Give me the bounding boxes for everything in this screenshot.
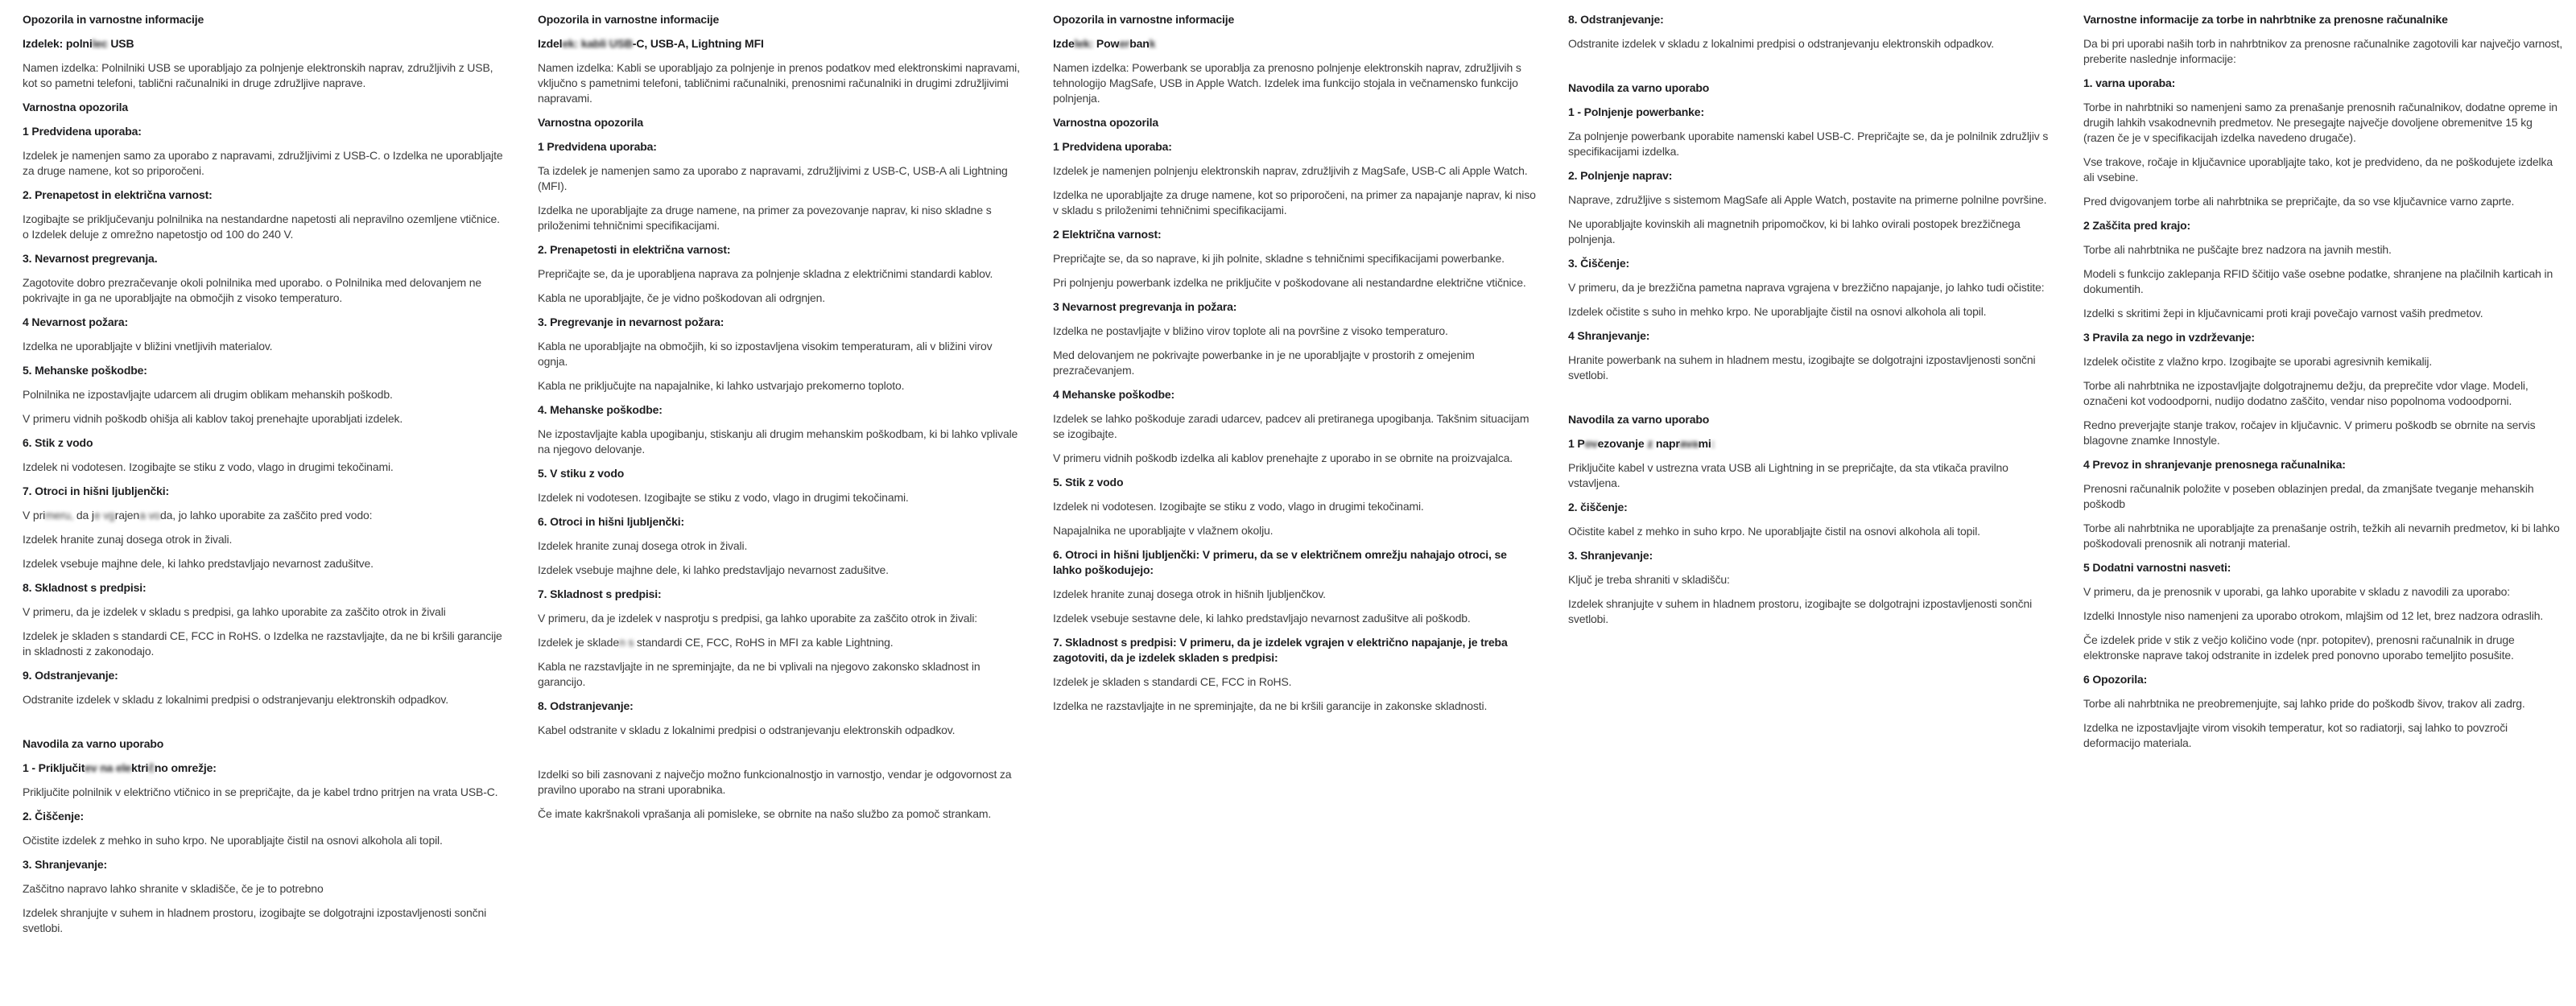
section-heading: 7. Skladnost s predpisi: V primeru, da je izdelek vgrajen v električno napajanje, je treba zagotoviti, da je izdelek skladen s predpisi: <box>1053 636 1508 664</box>
paragraph: Med delovanjem ne pokrivajte powerbanke in je ne uporabljajte v prostorih z omejenim prezračevanjem. <box>1053 348 1475 377</box>
paragraph: Za polnjenje powerbank uporabite namenski kabel USB-C. Prepričajte se, da je polnilnik združljiv s specifikacijami izdelka. <box>1568 130 2049 158</box>
paragraph: Izdelek vsebuje majhne dele, ki lahko predstavljajo nevarnost zadušitve. <box>538 563 889 576</box>
section-heading: 1 Predvidena uporaba: <box>538 140 657 153</box>
column-usb-charger-warnings <box>23 12 506 945</box>
paragraph: Izdelek ni vodotesen. Izogibajte se stiku z vodo, vlago in drugimi tekočinami. <box>23 460 394 473</box>
section-heading: 1 - Polnjenje powerbanke: <box>1568 105 1704 118</box>
paragraph: Izdelki s skritimi žepi in ključavnicami proti kraji povečajo varnost vaših predmetov. <box>2083 307 2483 320</box>
redacted-text: lek: <box>1074 37 1094 50</box>
paragraph: Izdelek očistite s suho in mehko krpo. Ne uporabljajte čistil na osnovi alkohola ali topil. <box>1568 305 1987 318</box>
section-heading: 3. Pregrevanje in nevarnost požara: <box>538 315 724 328</box>
section-heading: 6. Otroci in hišni ljubljenčki: <box>538 515 685 528</box>
section-heading: 3. Shranjevanje: <box>23 858 107 871</box>
section-heading: 5. Mehanske poškodbe: <box>23 364 147 377</box>
section-heading <box>1053 36 1536 52</box>
paragraph: Torbe ali nahrbtnika ne puščajte brez nadzora na javnih mestih. <box>2083 243 2392 256</box>
paragraph: Prepričajte se, da je uporabljena naprava za polnjenje skladna z električnimi standardi kablov. <box>538 267 993 280</box>
doc-title: Varnostne informacije za torbe in nahrbtnike za prenosne računalnike <box>2083 13 2448 26</box>
text-segment: Pow <box>1093 37 1120 50</box>
section-heading: 2. Polnjenje naprav: <box>1568 169 1673 182</box>
section-heading: 2 Zaščita pred krajo: <box>2083 219 2191 232</box>
text-segment: mi <box>1698 437 1711 450</box>
paragraph: Hranite powerbank na suhem in hladnem mestu, izogibajte se dolgotrajni izpostavljenosti sončni svetlobi. <box>1568 353 2036 381</box>
paragraph: Da bi pri uporabi naših torb in nahrbtnikov za prenosne računalnike zagotovili kar največjo varnost, preberite naslednje informacije: <box>2083 37 2563 65</box>
text-segment: da, jo lahko uporabite za zaščito pred vodo: <box>159 509 373 522</box>
text-segment: Izde <box>1053 37 1075 50</box>
text-segment: standardi CE, FCC, RoHS in MFI za kable Lightning. <box>634 636 894 649</box>
paragraph: Ne uporabljajte kovinskih ali magnetnih pripomočkov, ki bi lahko ovirali postopek brezžičnega polnjenja. <box>1568 217 2021 245</box>
section-heading: 4 Nevarnost požara: <box>23 315 128 328</box>
paragraph: Ključ je treba shraniti v skladišču: <box>1568 573 1730 586</box>
redacted-text: ek: kabli USB <box>562 37 633 50</box>
doc-title: Opozorila in varnostne informacije <box>23 13 204 26</box>
paragraph: Izdelek je namenjen polnjenju elektronskih naprav, združljivih z MagSafe, USB-C ali Apple Watch. <box>1053 164 1528 177</box>
redacted-text: ov <box>1584 437 1598 450</box>
paragraph: Kabla ne razstavljajte in ne spreminjajte, da ne bi vplivali na njegovo zakonsko skladnost in garancijo. <box>538 660 980 688</box>
text-segment: Izdelek: polni <box>23 37 93 50</box>
doc-title: Opozorila in varnostne informacije <box>538 13 720 26</box>
section-heading: Navodila za varno uporabo <box>23 737 164 750</box>
paragraph: Odstranite izdelek v skladu z lokalnimi predpisi o odstranjevanju elektronskih odpadkov. <box>23 693 448 706</box>
section-heading: 2 Električna varnost: <box>1053 228 1162 241</box>
text-segment: V pri <box>23 509 46 522</box>
paragraph: Izdelki Innostyle niso namenjeni za uporabo otrokom, mlajšim od 12 let, brez nadzora odraslih. <box>2083 609 2544 622</box>
paragraph: Izdelek ni vodotesen. Izogibajte se stiku z vodo, vlago in drugimi tekočinami. <box>538 491 909 504</box>
paragraph: Torbe in nahrbtniki so namenjeni samo za prenašanje prenosnih računalnikov, dodatne opreme in drugih lahkih vsakodnevnih predmetov. Ne presegajte največje dovoljene obremenitve 15 kg (razen če je v specifikacijah izdelka navedeno drugače). <box>2083 101 2557 144</box>
paragraph: Izdelek je namenjen samo za uporabo z napravami, združljivimi z USB-C. o Izdelka ne uporabljajte za druge namene, kot so priporočeni. <box>23 149 503 177</box>
redacted-text: ava <box>1679 437 1699 450</box>
text-segment: ktri <box>131 761 149 774</box>
paragraph: V primeru, da je prenosnik v uporabi, ga lahko uporabite v skladu z navodili za uporabo: <box>2083 585 2511 598</box>
paragraph: Pri polnjenju powerbank izdelka ne priključite v poškodovane ali nestandardne električne vtičnice. <box>1053 276 1526 289</box>
section-heading: 4 Prevoz in shranjevanje prenosnega računalnika: <box>2083 458 2346 471</box>
section-heading: 2. Čiščenje: <box>23 810 85 823</box>
section-heading: 6. Stik z vodo <box>23 436 93 449</box>
section-heading: 1. varna uporaba: <box>2083 76 2176 89</box>
paragraph: Redno preverjajte stanje trakov, ročajev in ključavnic. V primeru poškodb se obrnite na servis blagovne znamke Innostyle. <box>2083 418 2536 447</box>
section-heading: 3. Shranjevanje: <box>1568 549 1653 562</box>
section-heading: Varnostna opozorila <box>1053 116 1158 129</box>
section-heading: 7. Skladnost s predpisi: <box>538 588 662 600</box>
text-segment: Izdelek je sklade <box>538 636 619 649</box>
paragraph: Očistite kabel z mehko in suho krpo. Ne uporabljajte čistil na osnovi alkohola ali topil. <box>1568 525 1980 538</box>
paragraph: Izdelka ne uporabljajte za druge namene, kot so priporočeni, na primer za napajanje naprav, ki niso v skladu s priloženimi tehničnimi specifikacijami. <box>1053 188 1536 216</box>
redacted-text: e vg <box>93 509 115 522</box>
column-laptop-bags-safety <box>2083 12 2566 945</box>
section-heading: 4 Shranjevanje: <box>1568 329 1650 342</box>
paragraph <box>23 508 506 523</box>
text-segment: -C, USB-A, Lightning MFI <box>632 37 764 50</box>
paragraph: Izdelek se lahko poškoduje zaradi udarcev, padcev ali pretiranega upogibanja. Takšnim situacijam se izogibajte. <box>1053 412 1530 440</box>
section-heading: 3. Čiščenje: <box>1568 257 1630 270</box>
paragraph: V primeru, da je brezžična pametna naprava vgrajena v brezžično napajanje, jo lahko tudi očistite: <box>1568 281 2045 294</box>
column-cables-warnings <box>538 12 1021 945</box>
text-segment: da j <box>73 509 94 522</box>
section-heading: 5. V stiku z vodo <box>538 467 625 480</box>
paragraph: Izdelek shranjujte v suhem in hladnem prostoru, izogibajte se dolgotrajni izpostavljenosti sončni svetlobi. <box>1568 597 2033 625</box>
paragraph: Zaščitno napravo lahko shranite v skladišče, če je to potrebno <box>23 882 324 895</box>
paragraph: Izdelek je skladen s standardi CE, FCC in RoHS. o Izdelka ne razstavljajte, da ne bi kršili garancije in skladnosti z zakonodajo. <box>23 629 502 658</box>
redacted-text: k <box>1149 37 1156 50</box>
doc-title: Opozorila in varnostne informacije <box>1053 13 1235 26</box>
text-segment: USB <box>107 37 134 50</box>
section-heading: 2. Prenapetost in električna varnost: <box>23 188 213 201</box>
paragraph: Izdelek hranite zunaj dosega otrok in živali. <box>23 533 233 546</box>
section-heading <box>1568 436 2051 451</box>
paragraph: Očistite izdelek z mehko in suho krpo. Ne uporabljajte čistil na osnovi alkohola ali topil. <box>23 834 443 847</box>
paragraph: Priključite polnilnik v električno vtičnico in se prepričajte, da je kabel trdno pritrjen na vrata USB-C. <box>23 785 498 798</box>
section-heading: 6. Otroci in hišni ljubljenčki: V primeru, da se v električnem omrežju nahajajo otroci, se lahko poškodujejo: <box>1053 548 1507 576</box>
section-heading: Navodila za varno uporabo <box>1568 81 1710 94</box>
paragraph: Zagotovite dobro prezračevanje okoli polnilnika med uporabo. o Polnilnika med delovanjem ne pokrivajte in ga ne uporabljajte na območjih z visoko temperaturo. <box>23 276 482 304</box>
redacted-text: er <box>1119 37 1130 50</box>
section-heading: 6 Opozorila: <box>2083 673 2148 686</box>
paragraph: Napajalnika ne uporabljajte v vlažnem okolju. <box>1053 524 1274 537</box>
paragraph: Izdelka ne uporabljajte za druge namene, na primer za povezovanje naprav, ki niso skladne s priloženimi tehničnimi specifikacijami. <box>538 204 992 232</box>
paragraph: Izdelka ne uporabljajte v bližini vnetljivih materialov. <box>23 340 273 353</box>
section-heading: 3 Nevarnost pregrevanja in požara: <box>1053 300 1237 313</box>
text-segment: rajen <box>114 509 140 522</box>
paragraph: Izdelek hranite zunaj dosega otrok in živali. <box>538 539 748 552</box>
paragraph: Izdelki so bili zasnovani z največjo možno funkcionalnostjo in varnostjo, vendar je odgovornost za pravilno uporabo na strani uporabnika. <box>538 768 1012 796</box>
paragraph: Izogibajte se priključevanju polnilnika na nestandardne napetosti ali nepravilno ozemljene vtičnice. o Izdelek deluje z omrežno napetostjo od 100 do 240 V. <box>23 212 500 241</box>
redacted-text: meru, <box>45 509 74 522</box>
section-heading: 5. Stik z vodo <box>1053 476 1124 489</box>
section-heading: 3 Pravila za nego in vzdrževanje: <box>2083 331 2255 344</box>
paragraph: Kabla ne priključujte na napajalnike, ki lahko ustvarjajo prekomerno toploto. <box>538 379 905 392</box>
paragraph: Polnilnika ne izpostavljajte udarcem ali drugim oblikam mehanskih poškodb. <box>23 388 393 401</box>
paragraph: Namen izdelka: Polnilniki USB se uporabljajo za polnjenje elektronskih naprav, združljivih z USB, kot so pametni telefoni, tablični računalniki in druge združljive naprave. <box>23 61 493 89</box>
paragraph: Namen izdelka: Kabli se uporabljajo za polnjenje in prenos podatkov med elektronskimi napravami, vključno s pametnimi telefoni, tabličnimi računalniki, prenosnimi računalniki in drugimi združljivimi napravami. <box>538 61 1020 105</box>
paragraph: Prepričajte se, da so naprave, ki jih polnite, skladne s tehničnimi specifikacijami powerbanke. <box>1053 252 1505 265</box>
paragraph: Če imate kakršnakoli vprašanja ali pomisleke, se obrnite na našo službo za pomoč strankam. <box>538 807 992 820</box>
paragraph: V primeru, da je izdelek v nasprotju s predpisi, ga lahko uporabite za zaščito otrok in živali: <box>538 612 978 625</box>
paragraph: Izdelek vsebuje majhne dele, ki lahko predstavljajo nevarnost zadušitve. <box>23 557 374 570</box>
paragraph: Izdelek očistite z vlažno krpo. Izogibajte se uporabi agresivnih kemikalij. <box>2083 355 2433 368</box>
section-heading: 2. Prenapetosti in električna varnost: <box>538 243 731 256</box>
paragraph: Če izdelek pride v stik z večjo količino vode (npr. potopitev), prenosni računalnik in druge elektronske naprave takoj odstranite in izdelek pred ponovno uporabo temeljito posušite. <box>2083 633 2515 662</box>
text-segment: no omrežje: <box>154 761 217 774</box>
paragraph: Kabel odstranite v skladu z lokalnimi predpisi o odstranjevanju elektronskih odpadkov. <box>538 724 956 736</box>
column-powerbank-usage-instructions <box>1568 12 2051 945</box>
paragraph: Izdelek vsebuje sestavne dele, ki lahko predstavljajo nevarnost zadušitve ali poškodb. <box>1053 612 1471 625</box>
redacted-text: č <box>148 761 155 774</box>
paragraph: Ta izdelek je namenjen samo za uporabo z napravami, združljivimi z USB-C, USB-A ali Lightning (MFI). <box>538 164 1008 192</box>
section-heading: 1 Predvidena uporaba: <box>1053 140 1172 153</box>
paragraph: Izdelka ne postavljajte v bližino virov toplote ali na površine z visoko temperaturo. <box>1053 324 1448 337</box>
paragraph: Priključite kabel v ustrezna vrata USB ali Lightning in se prepričajte, da sta vtikača pravilno vstavljena. <box>1568 461 2008 489</box>
paragraph: Ne izpostavljajte kabla upogibanju, stiskanju ali drugim mehanskim poškodbam, ki bi lahko vplivale na njegovo delovanje. <box>538 427 1018 456</box>
section-heading: 8. Skladnost s predpisi: <box>23 581 147 594</box>
paragraph: Kabla ne uporabljajte, če je vidno poškodovan ali odrgnjen. <box>538 291 825 304</box>
paragraph: V primeru, da je izdelek v skladu s predpisi, ga lahko uporabite za zaščito otrok in živali <box>23 605 446 618</box>
paragraph: V primeru vidnih poškodb ohišja ali kablov takoj prenehajte uporabljati izdelek. <box>23 412 403 425</box>
section-heading <box>23 36 506 52</box>
section-heading: Varnostna opozorila <box>538 116 643 129</box>
redacted-text: a vo <box>139 509 160 522</box>
paragraph: Izdelek hranite zunaj dosega otrok in hišnih ljubljenčkov. <box>1053 588 1326 600</box>
redacted-text: ev na ele <box>85 761 132 774</box>
paragraph: Izdelka ne razstavljajte in ne spreminjajte, da ne bi kršili garancije in zakonske skladnosti. <box>1053 699 1488 712</box>
paragraph: Torbe ali nahrbtnika ne uporabljajte za prenašanje ostrih, težkih ali nevarnih predmetov, ki bi lahko poškodovali prenosnik ali notranji material. <box>2083 522 2560 550</box>
section-heading: 8. Odstranjevanje: <box>538 699 634 712</box>
section-heading: Navodila za varno uporabo <box>1568 413 1710 426</box>
paragraph: Odstranite izdelek v skladu z lokalnimi predpisi o odstranjevanju elektronskih odpadkov. <box>1568 37 1994 50</box>
text-segment: 1 - Priključit <box>23 761 85 774</box>
section-heading: 4 Mehanske poškodbe: <box>1053 388 1175 401</box>
text-segment: ban <box>1129 37 1150 50</box>
paragraph <box>538 635 1021 650</box>
section-heading: 3. Nevarnost pregrevanja. <box>23 252 158 265</box>
text-segment: 1 P <box>1568 437 1585 450</box>
section-heading: 8. Odstranjevanje: <box>1568 13 1664 26</box>
redacted-text: : <box>1711 437 1715 450</box>
paragraph: Kabla ne uporabljajte na območjih, ki so izpostavljena visokim temperaturam, ali v bližini virov ognja. <box>538 340 993 368</box>
section-heading <box>538 36 1021 52</box>
redacted-text: lec <box>92 37 108 50</box>
section-heading: Varnostna opozorila <box>23 101 128 113</box>
paragraph: Izdelek je skladen s standardi CE, FCC in RoHS. <box>1053 675 1292 688</box>
paragraph: Izdelek ni vodotesen. Izogibajte se stiku z vodo, vlago in drugimi tekočinami. <box>1053 500 1424 513</box>
paragraph: V primeru vidnih poškodb izdelka ali kablov prenehajte z uporabo in se obrnite na proizvajalca. <box>1053 451 1513 464</box>
text-segment: ezovanje <box>1597 437 1648 450</box>
section-heading: 1 Predvidena uporaba: <box>23 125 142 138</box>
redacted-text: z <box>1647 437 1653 450</box>
paragraph: Prenosni računalnik položite v poseben oblazinjen predal, da zmanjšate tveganje mehanskih poškodb <box>2083 482 2534 510</box>
paragraph: Pred dvigovanjem torbe ali nahrbtnika se prepričajte, da so vse ključavnice varno zaprte. <box>2083 195 2515 208</box>
text-segment: Izdel <box>538 37 563 50</box>
paragraph: Izdelka ne izpostavljajte virom visokih temperatur, kot so radiatorji, saj lahko to povzroči deformacijo materiala. <box>2083 721 2508 749</box>
text-segment: napr <box>1653 437 1680 450</box>
section-heading <box>23 761 506 776</box>
section-heading: 2. čiščenje: <box>1568 501 1628 513</box>
paragraph: Naprave, združljive s sistemom MagSafe ali Apple Watch, postavite na primerne polnilne površine. <box>1568 193 2047 206</box>
paragraph: Modeli s funkcijo zaklepanja RFID ščitijo vaše osebne podatke, shranjene na plačilnih karticah in dokumentih. <box>2083 267 2553 295</box>
paragraph: Namen izdelka: Powerbank se uporablja za prenosno polnjenje elektronskih naprav, združljivih s tehnologijo MagSafe, USB in Apple Watch. Izdelek ima funkcijo stojala in večnamensko funkcijo polnjenja. <box>1053 61 1521 105</box>
paragraph: Izdelek shranjujte v suhem in hladnem prostoru, izogibajte se dolgotrajni izpostavljenosti sončni svetlobi. <box>23 906 487 934</box>
section-heading: 7. Otroci in hišni ljubljenčki: <box>23 484 170 497</box>
paragraph: Torbe ali nahrbtnika ne izpostavljajte dolgotrajnemu dežju, da preprečite vdor vlage. Modeli, označeni kot vodoodporni, nudijo dodatno zaščito, vendar niso popolnoma vodoodporni. <box>2083 379 2529 407</box>
redacted-text: n s <box>618 636 634 649</box>
section-heading: 4. Mehanske poškodbe: <box>538 403 663 416</box>
column-powerbank-warnings <box>1053 12 1536 945</box>
section-heading: 5 Dodatni varnostni nasveti: <box>2083 561 2231 574</box>
paragraph: Vse trakove, ročaje in ključavnice uporabljajte tako, kot je predvideno, da ne poškodujete izdelka ali vsebine. <box>2083 155 2553 183</box>
paragraph: Torbe ali nahrbtnika ne preobremenjujte, saj lahko pride do poškodb šivov, trakov ali zadrg. <box>2083 697 2525 710</box>
section-heading: 9. Odstranjevanje: <box>23 669 118 682</box>
